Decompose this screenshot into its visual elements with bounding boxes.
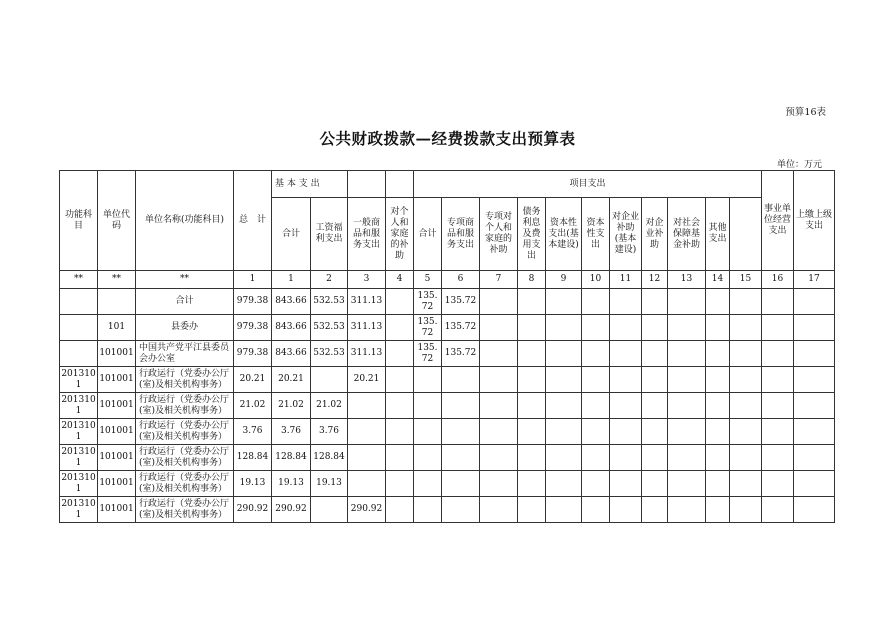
- cell-proj-sum: [414, 445, 442, 471]
- cell-empty: [546, 471, 582, 497]
- cell-empty: [794, 419, 835, 445]
- header-special-personal: 专项对个人和家庭的补助: [480, 198, 518, 271]
- cell-empty: [546, 341, 582, 367]
- column-number: 11: [610, 271, 642, 289]
- cell-salary: 3.76: [311, 419, 348, 445]
- cell-empty: [480, 315, 518, 341]
- cell-empty: [762, 367, 794, 393]
- cell-func: [60, 341, 98, 367]
- cell-empty: [706, 419, 730, 445]
- cell-empty: [642, 315, 668, 341]
- column-number: 1: [272, 271, 311, 289]
- cell-empty: [730, 419, 762, 445]
- cell-empty: [794, 471, 835, 497]
- cell-goods: 20.21: [348, 367, 386, 393]
- cell-empty: [794, 497, 835, 523]
- cell-empty: [518, 393, 546, 419]
- cell-func: [60, 289, 98, 315]
- cell-salary: 128.84: [311, 445, 348, 471]
- cell-proj-sum: [414, 393, 442, 419]
- header-salary: 工资福利支出: [311, 198, 348, 271]
- cell-total: 290.92: [234, 497, 272, 523]
- cell-salary: [311, 497, 348, 523]
- header-ent: 对企业补助: [642, 198, 668, 271]
- page-title: 公共财政拨款—经费拨款支出预算表: [319, 129, 576, 148]
- cell-empty: [642, 471, 668, 497]
- cell-code: 101: [98, 315, 136, 341]
- cell-empty: [642, 419, 668, 445]
- cell-proj-sum: 135.72: [414, 289, 442, 315]
- column-number: 5: [414, 271, 442, 289]
- cell-func: 2013101: [60, 393, 98, 419]
- table-row: [60, 315, 835, 341]
- cell-total: 979.38: [234, 315, 272, 341]
- cell-empty: [582, 315, 610, 341]
- cell-empty: [706, 315, 730, 341]
- cell-total: 3.76: [234, 419, 272, 445]
- cell-empty: [762, 419, 794, 445]
- cell-name: 行政运行（党委办公厅(室)及相关机构事务）: [136, 393, 234, 419]
- header-social: 对社会保障基金补助: [668, 198, 706, 271]
- column-number: 12: [642, 271, 668, 289]
- header-unit-code: 单位代码: [98, 171, 136, 271]
- column-number: 7: [480, 271, 518, 289]
- cell-empty: [480, 393, 518, 419]
- cell-empty: [730, 393, 762, 419]
- cell-empty: [582, 341, 610, 367]
- cell-special-goods: [442, 419, 480, 445]
- cell-code: 101001: [98, 393, 136, 419]
- cell-empty: [518, 445, 546, 471]
- table-row: [60, 471, 835, 497]
- cell-salary: 19.13: [311, 471, 348, 497]
- cell-empty: [668, 289, 706, 315]
- cell-proj-sum: [414, 471, 442, 497]
- cell-empty: [546, 393, 582, 419]
- cell-empty: [518, 497, 546, 523]
- cell-personal: [386, 471, 414, 497]
- header-personal: 对个人和家庭的补助: [386, 198, 414, 271]
- cell-empty: [706, 367, 730, 393]
- table-row: [60, 393, 835, 419]
- cell-salary: [311, 367, 348, 393]
- cell-total: 20.21: [234, 367, 272, 393]
- cell-empty: [730, 315, 762, 341]
- column-number: 17: [794, 271, 835, 289]
- cell-special-goods: 135.72: [442, 289, 480, 315]
- cell-personal: [386, 393, 414, 419]
- cell-empty: [794, 393, 835, 419]
- cell-empty: [762, 315, 794, 341]
- cell-proj-sum: [414, 497, 442, 523]
- cell-empty: [794, 289, 835, 315]
- cell-code: 101001: [98, 445, 136, 471]
- cell-basic-sum: 128.84: [272, 445, 311, 471]
- cell-empty: [610, 289, 642, 315]
- cell-empty: [706, 289, 730, 315]
- header-blank: [386, 171, 414, 198]
- cell-empty: [546, 289, 582, 315]
- header-proj-sum: 合计: [414, 198, 442, 271]
- cell-empty: [642, 445, 668, 471]
- header-project: 项目支出: [414, 171, 762, 198]
- cell-empty: [642, 367, 668, 393]
- cell-empty: [730, 471, 762, 497]
- cell-basic-sum: 290.92: [272, 497, 311, 523]
- cell-code: 101001: [98, 471, 136, 497]
- cell-goods: 311.13: [348, 315, 386, 341]
- cell-empty: [642, 497, 668, 523]
- cell-empty: [480, 471, 518, 497]
- header-basic-sum: 合计: [272, 198, 311, 271]
- cell-empty: [546, 497, 582, 523]
- header-special-goods: 专项商品和服务支出: [442, 198, 480, 271]
- cell-basic-sum: 3.76: [272, 419, 311, 445]
- cell-total: 19.13: [234, 471, 272, 497]
- cell-empty: [730, 445, 762, 471]
- cell-empty: [668, 341, 706, 367]
- cell-personal: [386, 289, 414, 315]
- column-number: 6: [442, 271, 480, 289]
- header-debt: 债务利息及费用支出: [518, 198, 546, 271]
- cell-salary: 21.02: [311, 393, 348, 419]
- cell-empty: [706, 471, 730, 497]
- cell-goods: [348, 445, 386, 471]
- cell-total: 979.38: [234, 289, 272, 315]
- cell-empty: [582, 289, 610, 315]
- column-number: 8: [518, 271, 546, 289]
- budget-table: [59, 170, 835, 523]
- table-row: [60, 289, 835, 315]
- cell-empty: [706, 393, 730, 419]
- cell-proj-sum: 135.72: [414, 341, 442, 367]
- cell-goods: 311.13: [348, 341, 386, 367]
- column-number: 16: [762, 271, 794, 289]
- cell-name: 中国共产党平江县委员会办公室: [136, 341, 234, 367]
- cell-func: 2013101: [60, 471, 98, 497]
- cell-name: 行政运行（党委办公厅(室)及相关机构事务）: [136, 497, 234, 523]
- cell-empty: [762, 289, 794, 315]
- cell-special-goods: [442, 471, 480, 497]
- cell-personal: [386, 445, 414, 471]
- cell-empty: [668, 445, 706, 471]
- cell-func: 2013101: [60, 367, 98, 393]
- cell-empty: [642, 393, 668, 419]
- cell-special-goods: 135.72: [442, 341, 480, 367]
- cell-empty: [518, 419, 546, 445]
- cell-code: 101001: [98, 497, 136, 523]
- cell-empty: [762, 471, 794, 497]
- header-total: 总 计: [234, 171, 272, 271]
- cell-empty: [610, 341, 642, 367]
- cell-personal: [386, 315, 414, 341]
- header-blank: [348, 171, 386, 198]
- cell-empty: [582, 445, 610, 471]
- cell-func: 2013101: [60, 419, 98, 445]
- cell-empty: [762, 497, 794, 523]
- cell-code: [98, 289, 136, 315]
- cell-empty: [480, 445, 518, 471]
- cell-name: 行政运行（党委办公厅(室)及相关机构事务）: [136, 445, 234, 471]
- cell-empty: [582, 393, 610, 419]
- form-number: 预算16表: [785, 107, 826, 118]
- cell-basic-sum: 843.66: [272, 315, 311, 341]
- cell-empty: [794, 341, 835, 367]
- cell-salary: 532.53: [311, 341, 348, 367]
- cell-empty: [480, 289, 518, 315]
- cell-empty: [762, 445, 794, 471]
- cell-empty: [582, 419, 610, 445]
- header-capital-basic: 资本性支出(基本建设): [546, 198, 582, 271]
- cell-empty: [668, 471, 706, 497]
- table-body: [60, 289, 835, 523]
- cell-empty: [706, 445, 730, 471]
- column-number: 9: [546, 271, 582, 289]
- cell-name: 县委办: [136, 315, 234, 341]
- cell-empty: [582, 367, 610, 393]
- cell-special-goods: 135.72: [442, 315, 480, 341]
- cell-empty: [546, 445, 582, 471]
- column-number: 13: [668, 271, 706, 289]
- cell-personal: [386, 419, 414, 445]
- cell-empty: [642, 289, 668, 315]
- column-number-row: [60, 271, 835, 289]
- header-ent-basic: 对企业补助(基本建设): [610, 198, 642, 271]
- column-number: 10: [582, 271, 610, 289]
- cell-special-goods: [442, 497, 480, 523]
- cell-empty: [762, 393, 794, 419]
- cell-goods: 290.92: [348, 497, 386, 523]
- header-unit-name: 单位名称(功能科目): [136, 171, 234, 271]
- cell-empty: [582, 471, 610, 497]
- cell-empty: [668, 419, 706, 445]
- cell-proj-sum: [414, 419, 442, 445]
- cell-basic-sum: 21.02: [272, 393, 311, 419]
- cell-empty: [610, 445, 642, 471]
- cell-empty: [668, 315, 706, 341]
- cell-empty: [518, 341, 546, 367]
- cell-empty: [518, 367, 546, 393]
- cell-special-goods: [442, 393, 480, 419]
- table-row: [60, 497, 835, 523]
- column-number: 3: [348, 271, 386, 289]
- column-number: 15: [730, 271, 762, 289]
- cell-empty: [480, 497, 518, 523]
- cell-empty: [610, 497, 642, 523]
- cell-basic-sum: 843.66: [272, 289, 311, 315]
- cell-proj-sum: [414, 367, 442, 393]
- cell-empty: [480, 419, 518, 445]
- cell-personal: [386, 341, 414, 367]
- cell-special-goods: [442, 445, 480, 471]
- cell-goods: [348, 471, 386, 497]
- cell-empty: [518, 289, 546, 315]
- cell-code: 101001: [98, 341, 136, 367]
- unit-label: 单位：万元: [776, 160, 822, 170]
- cell-empty: [730, 367, 762, 393]
- table-header: [60, 171, 835, 289]
- cell-empty: [610, 471, 642, 497]
- header-basic: 基 本 支 出: [272, 171, 348, 198]
- header-goods: 一般商品和服务支出: [348, 198, 386, 271]
- cell-empty: [730, 341, 762, 367]
- cell-salary: 532.53: [311, 315, 348, 341]
- cell-empty: [794, 445, 835, 471]
- cell-goods: [348, 419, 386, 445]
- cell-salary: 532.53: [311, 289, 348, 315]
- cell-empty: [518, 315, 546, 341]
- cell-basic-sum: 19.13: [272, 471, 311, 497]
- cell-empty: [582, 497, 610, 523]
- cell-empty: [642, 341, 668, 367]
- column-number: 14: [706, 271, 730, 289]
- cell-total: 128.84: [234, 445, 272, 471]
- cell-basic-sum: 843.66: [272, 341, 311, 367]
- cell-empty: [610, 419, 642, 445]
- cell-name: 行政运行（党委办公厅(室)及相关机构事务）: [136, 419, 234, 445]
- header-other: 其他支出: [706, 198, 730, 271]
- column-number: 2: [311, 271, 348, 289]
- cell-special-goods: [442, 367, 480, 393]
- cell-goods: [348, 393, 386, 419]
- cell-empty: [762, 341, 794, 367]
- cell-empty: [518, 471, 546, 497]
- cell-code: 101001: [98, 419, 136, 445]
- header-upper: 上缴上级支出: [794, 171, 835, 271]
- header-func-code: 功能科目: [60, 171, 98, 271]
- cell-personal: [386, 367, 414, 393]
- cell-func: 2013101: [60, 497, 98, 523]
- cell-empty: [794, 367, 835, 393]
- cell-empty: [668, 497, 706, 523]
- cell-empty: [546, 419, 582, 445]
- cell-func: [60, 315, 98, 341]
- header-capital: 资本性支出: [582, 198, 610, 271]
- table-row: [60, 341, 835, 367]
- cell-name: 行政运行（党委办公厅(室)及相关机构事务）: [136, 367, 234, 393]
- column-number: 4: [386, 271, 414, 289]
- cell-empty: [610, 393, 642, 419]
- header-biz: 事业单位经营支出: [762, 171, 794, 271]
- cell-empty: [546, 315, 582, 341]
- cell-proj-sum: 135.72: [414, 315, 442, 341]
- cell-empty: [610, 315, 642, 341]
- column-number: **: [60, 271, 98, 289]
- cell-empty: [794, 315, 835, 341]
- cell-total: 979.38: [234, 341, 272, 367]
- cell-empty: [706, 497, 730, 523]
- cell-empty: [546, 367, 582, 393]
- cell-personal: [386, 497, 414, 523]
- cell-goods: 311.13: [348, 289, 386, 315]
- table-row: [60, 367, 835, 393]
- cell-empty: [610, 367, 642, 393]
- cell-name: 行政运行（党委办公厅(室)及相关机构事务）: [136, 471, 234, 497]
- cell-basic-sum: 20.21: [272, 367, 311, 393]
- cell-empty: [480, 367, 518, 393]
- cell-empty: [668, 367, 706, 393]
- cell-empty: [480, 341, 518, 367]
- cell-empty: [730, 497, 762, 523]
- column-number: **: [98, 271, 136, 289]
- column-number: 1: [234, 271, 272, 289]
- cell-empty: [668, 393, 706, 419]
- column-number: **: [136, 271, 234, 289]
- cell-empty: [730, 289, 762, 315]
- table-row: [60, 419, 835, 445]
- cell-func: 2013101: [60, 445, 98, 471]
- cell-code: 101001: [98, 367, 136, 393]
- table-row: [60, 445, 835, 471]
- cell-total: 21.02: [234, 393, 272, 419]
- cell-name: 合计: [136, 289, 234, 315]
- cell-empty: [706, 341, 730, 367]
